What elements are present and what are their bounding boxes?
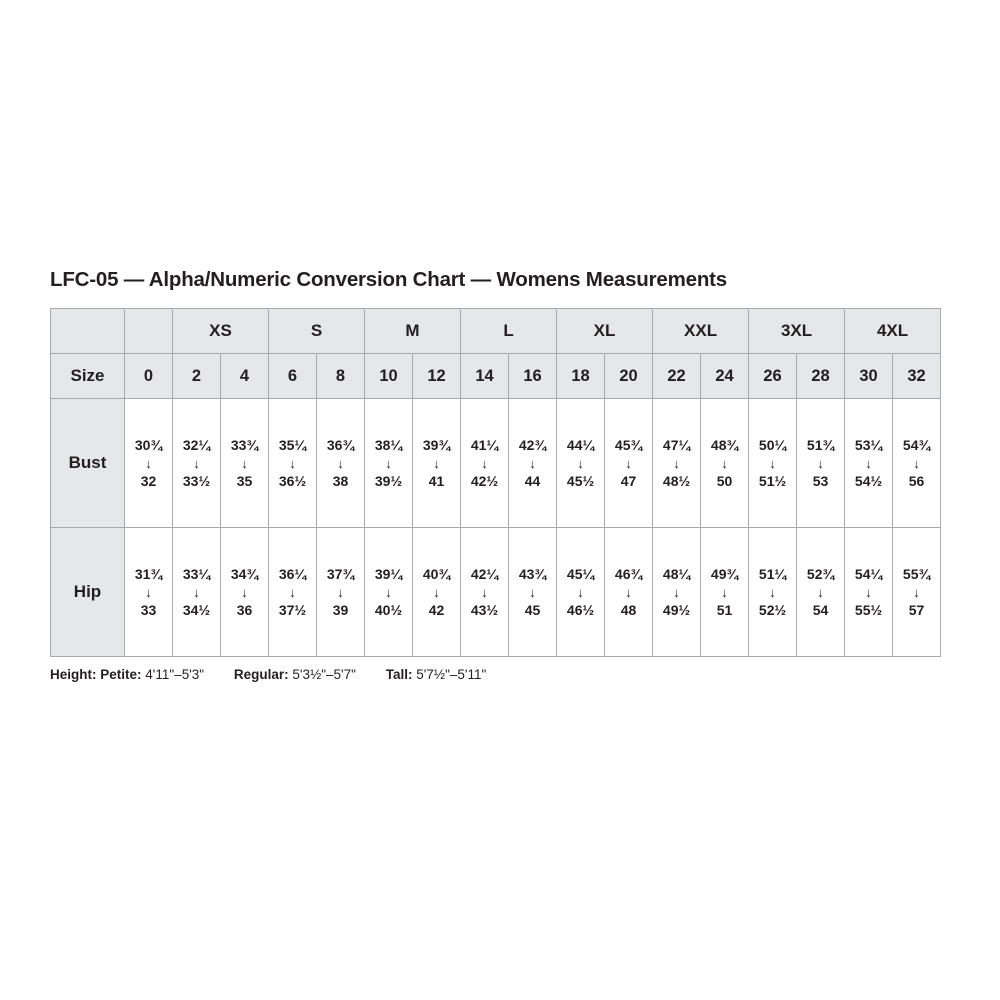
bust-to-4: 35 (236, 472, 253, 489)
down-arrow-icon: ↓ (769, 584, 776, 600)
bust-cell-2 (173, 399, 221, 528)
alpha-group-xxl: XXL (653, 309, 749, 354)
height-regular (234, 667, 356, 682)
bust-to-18: 45½ (566, 472, 595, 489)
hip-to-20: 48 (620, 601, 637, 618)
bust-from-8: 36¾ (326, 437, 355, 454)
down-arrow-icon: ↓ (337, 455, 344, 471)
bust-cell-28 (797, 399, 845, 528)
down-arrow-icon: ↓ (241, 455, 248, 471)
height-tall-value: 5'7½"–5'11" (416, 667, 487, 682)
numeric-size-row (51, 354, 941, 399)
down-arrow-icon: ↓ (817, 584, 824, 600)
height-regular-value: 5'3½"–5'7" (292, 667, 356, 682)
bust-cell-16 (509, 399, 557, 528)
bust-from-12: 39¾ (422, 437, 451, 454)
alpha-group-xs: XS (173, 309, 269, 354)
down-arrow-icon: ↓ (673, 455, 680, 471)
hip-to-24: 51 (716, 601, 733, 618)
size-cell-0: 0 (125, 354, 173, 399)
size-cell-30: 30 (845, 354, 893, 399)
hip-cell-16 (509, 528, 557, 657)
bust-cell-10 (365, 399, 413, 528)
hip-to-16: 45 (524, 601, 541, 618)
hip-from-12: 40¾ (422, 566, 451, 583)
bust-cell-8 (317, 399, 365, 528)
bust-from-22: 47¼ (662, 437, 691, 454)
bust-to-22: 48½ (662, 472, 691, 489)
height-petite-value: 4'11"–5'3" (145, 667, 205, 682)
hip-to-2: 34½ (182, 601, 211, 618)
down-arrow-icon: ↓ (289, 584, 296, 600)
bust-cell-20 (605, 399, 653, 528)
size-cell-28: 28 (797, 354, 845, 399)
bust-cell-6 (269, 399, 317, 528)
hip-to-30: 55½ (854, 601, 883, 618)
hip-cell-22 (653, 528, 701, 657)
hip-cell-2 (173, 528, 221, 657)
hip-to-6: 37½ (278, 601, 307, 618)
hip-cell-8 (317, 528, 365, 657)
table-row-bust (51, 399, 941, 528)
hip-from-0: 31¾ (134, 566, 163, 583)
alpha-size-header-row (51, 309, 941, 354)
bust-to-30: 54½ (854, 472, 883, 489)
page-title: LFC-05 — Alpha/Numeric Conversion Chart — Womens Measurements (50, 268, 727, 291)
hip-to-0: 33 (140, 601, 157, 618)
height-tall-label: Tall: (385, 667, 413, 682)
size-cell-26: 26 (749, 354, 797, 399)
down-arrow-icon: ↓ (481, 455, 488, 471)
hip-to-28: 54 (812, 601, 829, 618)
height-tall (386, 667, 487, 682)
hip-to-14: 43½ (470, 601, 499, 618)
bust-to-10: 39½ (374, 472, 403, 489)
size-cell-10: 10 (365, 354, 413, 399)
bust-to-20: 47 (620, 472, 637, 489)
alpha-group-3xl: 3XL (749, 309, 845, 354)
down-arrow-icon: ↓ (577, 584, 584, 600)
hip-cell-6 (269, 528, 317, 657)
alpha-group-s: S (269, 309, 365, 354)
down-arrow-icon: ↓ (145, 455, 152, 471)
size-cell-20: 20 (605, 354, 653, 399)
hip-from-20: 46¾ (614, 566, 643, 583)
hip-from-28: 52¾ (806, 566, 835, 583)
bust-cell-18 (557, 399, 605, 528)
alpha-group-m: M (365, 309, 461, 354)
hip-from-6: 36¼ (278, 566, 307, 583)
bust-from-26: 50¼ (758, 437, 787, 454)
down-arrow-icon: ↓ (625, 584, 632, 600)
hip-cell-32 (893, 528, 941, 657)
hip-from-10: 39¼ (374, 566, 403, 583)
hip-to-12: 42 (428, 601, 445, 618)
hip-cell-30 (845, 528, 893, 657)
hip-to-10: 40½ (374, 601, 403, 618)
down-arrow-icon: ↓ (289, 455, 296, 471)
down-arrow-icon: ↓ (721, 455, 728, 471)
down-arrow-icon: ↓ (481, 584, 488, 600)
down-arrow-icon: ↓ (433, 584, 440, 600)
bust-to-14: 42½ (470, 472, 499, 489)
height-prefix: Height: (50, 667, 97, 682)
bust-cell-26 (749, 399, 797, 528)
bust-from-28: 51¾ (806, 437, 835, 454)
hip-cell-26 (749, 528, 797, 657)
bust-to-2: 33½ (182, 472, 211, 489)
alpha-group-blank (125, 309, 173, 354)
bust-to-32: 56 (908, 472, 925, 489)
hip-from-22: 48¼ (662, 566, 691, 583)
size-chart-table (50, 308, 941, 657)
down-arrow-icon: ↓ (193, 455, 200, 471)
down-arrow-icon: ↓ (865, 455, 872, 471)
down-arrow-icon: ↓ (385, 584, 392, 600)
size-cell-6: 6 (269, 354, 317, 399)
hip-cell-4 (221, 528, 269, 657)
hip-cell-24 (701, 528, 749, 657)
bust-from-30: 53¼ (854, 437, 883, 454)
bust-to-24: 50 (716, 472, 733, 489)
bust-cell-32 (893, 399, 941, 528)
down-arrow-icon: ↓ (337, 584, 344, 600)
bust-cell-24 (701, 399, 749, 528)
hip-cell-28 (797, 528, 845, 657)
bust-to-12: 41 (428, 472, 445, 489)
bust-from-6: 35¼ (278, 437, 307, 454)
hip-cell-10 (365, 528, 413, 657)
bust-to-0: 32 (140, 472, 157, 489)
size-cell-32: 32 (893, 354, 941, 399)
bust-from-20: 45¾ (614, 437, 643, 454)
table-corner-cell (51, 309, 125, 354)
height-petite-label: Petite: (100, 667, 142, 682)
bust-cell-14 (461, 399, 509, 528)
down-arrow-icon: ↓ (385, 455, 392, 471)
hip-from-32: 55¾ (902, 566, 931, 583)
down-arrow-icon: ↓ (241, 584, 248, 600)
down-arrow-icon: ↓ (721, 584, 728, 600)
size-cell-14: 14 (461, 354, 509, 399)
bust-cell-0 (125, 399, 173, 528)
hip-cell-0 (125, 528, 173, 657)
hip-from-2: 33¼ (182, 566, 211, 583)
hip-cell-20 (605, 528, 653, 657)
size-cell-22: 22 (653, 354, 701, 399)
hip-cell-14 (461, 528, 509, 657)
down-arrow-icon: ↓ (529, 584, 536, 600)
bust-to-8: 38 (332, 472, 349, 489)
size-cell-12: 12 (413, 354, 461, 399)
alpha-group-xl: XL (557, 309, 653, 354)
hip-from-16: 43¾ (518, 566, 547, 583)
size-cell-24: 24 (701, 354, 749, 399)
hip-to-32: 57 (908, 601, 925, 618)
down-arrow-icon: ↓ (529, 455, 536, 471)
bust-from-10: 38¼ (374, 437, 403, 454)
size-cell-2: 2 (173, 354, 221, 399)
down-arrow-icon: ↓ (769, 455, 776, 471)
hip-to-18: 46½ (566, 601, 595, 618)
hip-from-30: 54¼ (854, 566, 883, 583)
bust-from-14: 41¼ (470, 437, 499, 454)
down-arrow-icon: ↓ (673, 584, 680, 600)
hip-from-8: 37¾ (326, 566, 355, 583)
bust-from-0: 30¾ (134, 437, 163, 454)
row-label-hip: Hip (51, 528, 125, 657)
down-arrow-icon: ↓ (193, 584, 200, 600)
size-cell-4: 4 (221, 354, 269, 399)
down-arrow-icon: ↓ (145, 584, 152, 600)
bust-cell-4 (221, 399, 269, 528)
hip-to-8: 39 (332, 601, 349, 618)
bust-cell-30 (845, 399, 893, 528)
down-arrow-icon: ↓ (913, 584, 920, 600)
alpha-group-l: L (461, 309, 557, 354)
size-cell-16: 16 (509, 354, 557, 399)
down-arrow-icon: ↓ (433, 455, 440, 471)
bust-from-32: 54¾ (902, 437, 931, 454)
down-arrow-icon: ↓ (817, 455, 824, 471)
bust-cell-22 (653, 399, 701, 528)
hip-cell-12 (413, 528, 461, 657)
alpha-group-4xl: 4XL (845, 309, 941, 354)
hip-from-4: 34¾ (230, 566, 259, 583)
bust-cell-12 (413, 399, 461, 528)
bust-from-4: 33¾ (230, 437, 259, 454)
hip-to-26: 52½ (758, 601, 787, 618)
hip-from-26: 51¼ (758, 566, 787, 583)
bust-from-16: 42¾ (518, 437, 547, 454)
height-petite (50, 667, 204, 682)
size-cell-18: 18 (557, 354, 605, 399)
size-chart (50, 268, 950, 682)
height-regular-label: Regular: (233, 667, 289, 682)
hip-from-24: 49¾ (710, 566, 739, 583)
bust-from-24: 48¾ (710, 437, 739, 454)
hip-cell-18 (557, 528, 605, 657)
hip-from-14: 42¼ (470, 566, 499, 583)
size-cell-8: 8 (317, 354, 365, 399)
hip-to-22: 49½ (662, 601, 691, 618)
hip-to-4: 36 (236, 601, 253, 618)
bust-from-18: 44¼ (566, 437, 595, 454)
bust-to-28: 53 (812, 472, 829, 489)
down-arrow-icon: ↓ (865, 584, 872, 600)
bust-to-26: 51½ (758, 472, 787, 489)
bust-to-16: 44 (524, 472, 541, 489)
down-arrow-icon: ↓ (577, 455, 584, 471)
table-row-hip (51, 528, 941, 657)
size-row-label: Size (51, 354, 125, 399)
down-arrow-icon: ↓ (625, 455, 632, 471)
hip-from-18: 45¼ (566, 566, 595, 583)
row-label-bust: Bust (51, 399, 125, 528)
height-note (50, 667, 950, 682)
bust-to-6: 36½ (278, 472, 307, 489)
down-arrow-icon: ↓ (913, 455, 920, 471)
bust-from-2: 32¼ (182, 437, 211, 454)
